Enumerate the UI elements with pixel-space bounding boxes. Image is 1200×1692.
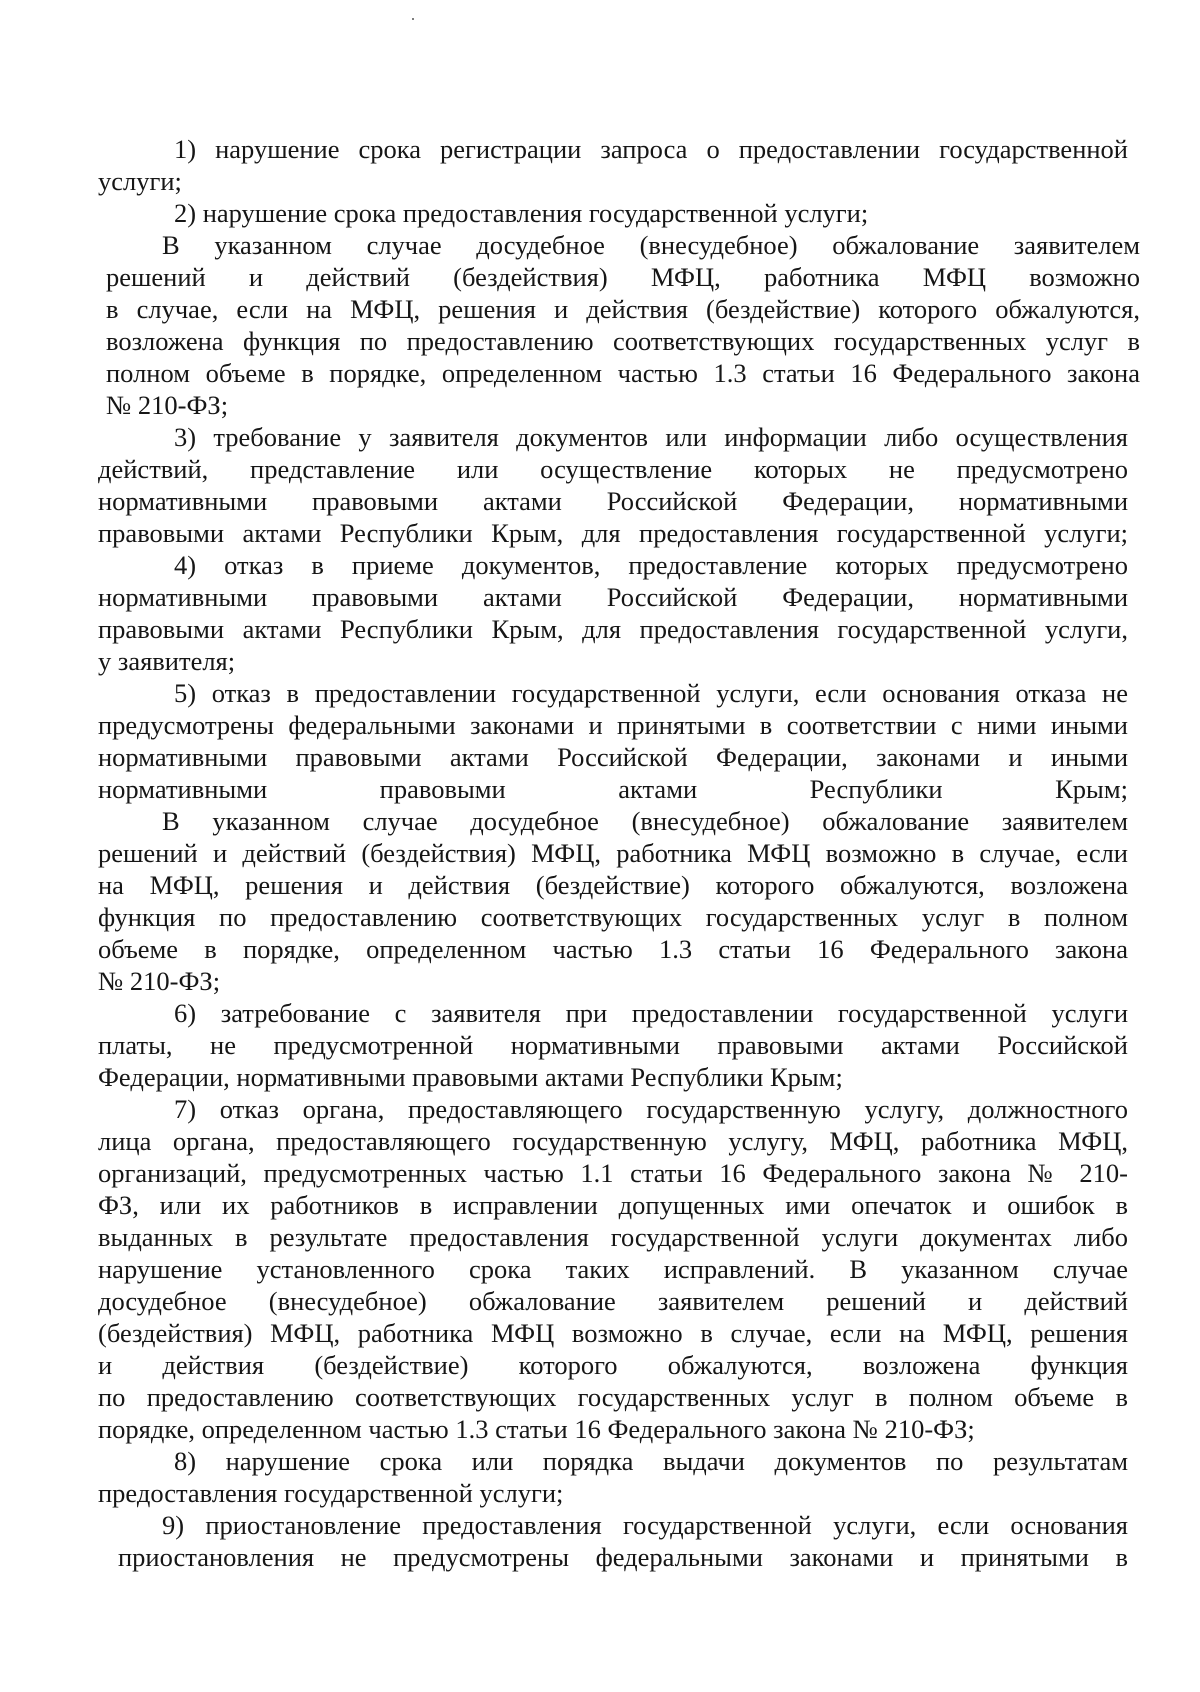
text-line: приостановления не предусмотрены федеральными законами и принятыми в <box>118 1542 1128 1572</box>
text-line: В указанном случае досудебное (внесудебное) обжалование заявителем <box>162 230 1140 260</box>
text-line: (бездействия) МФЦ, работника МФЦ возможно в случае, если на МФЦ, решения <box>98 1318 1128 1348</box>
text-line: в случае, если на МФЦ, решения и действия (бездействие) которого обжалуются, <box>106 294 1140 324</box>
text-line: 7) отказ органа, предоставляющего государственную услугу, должностного <box>174 1094 1128 1124</box>
text-line: В указанном случае досудебное (внесудебное) обжалование заявителем <box>162 806 1128 836</box>
text-line: № 210-ФЗ; <box>98 966 221 996</box>
text-line: нормативными правовыми актами Республики Крым; <box>98 774 1128 804</box>
text-line: на МФЦ, решения и действия (бездействие) которого обжалуются, возложена <box>98 870 1128 900</box>
text-line: 3) требование у заявителя документов или информации либо осуществления <box>174 422 1128 452</box>
text-line: нормативными правовыми актами Российской Федерации, нормативными <box>98 486 1128 516</box>
text-line: организаций, предусмотренных частью 1.1 статьи 16 Федерального закона № 210- <box>98 1158 1128 1188</box>
text-line: выданных в результате предоставления государственной услуги документах либо <box>98 1222 1128 1252</box>
text-line: функция по предоставлению соответствующих государственных услуг в полном <box>98 902 1128 932</box>
text-line: 1) нарушение срока регистрации запроса о предоставлении государственной <box>174 134 1128 164</box>
text-line: объеме в порядке, определенном частью 1.3 статьи 16 Федерального закона <box>98 934 1128 964</box>
text-line: № 210-ФЗ; <box>106 390 229 420</box>
text-line: Федерации, нормативными правовыми актами Республики Крым; <box>98 1062 843 1092</box>
text-line: 4) отказ в приеме документов, предоставление которых предусмотрено <box>174 550 1128 580</box>
text-line: 9) приостановление предоставления государственной услуги, если основания <box>162 1510 1128 1540</box>
text-line: правовыми актами Республики Крым, для предоставления государственной услуги; <box>98 518 1128 548</box>
text-line: ФЗ, или их работников в исправлении допущенных ими опечаток и ошибок в <box>98 1190 1128 1220</box>
text-line: нормативными правовыми актами Российской Федерации, нормативными <box>98 582 1128 612</box>
text-line: 2) нарушение срока предоставления государственной услуги; <box>174 198 869 228</box>
text-line: у заявителя; <box>98 646 236 676</box>
text-line: предоставления государственной услуги; <box>98 1478 564 1508</box>
text-line: правовыми актами Республики Крым, для предоставления государственной услуги, <box>98 614 1128 644</box>
text-line: платы, не предусмотренной нормативными правовыми актами Российской <box>98 1030 1128 1060</box>
text-line: предусмотрены федеральными законами и принятыми в соответствии с ними иными <box>98 710 1128 740</box>
text-line: возложена функция по предоставлению соответствующих государственных услуг в <box>106 326 1140 356</box>
text-line: порядке, определенном частью 1.3 статьи 16 Федерального закона № 210-ФЗ; <box>98 1414 975 1444</box>
text-line: и действия (бездействие) которого обжалуются, возложена функция <box>98 1350 1128 1380</box>
text-line: 6) затребование с заявителя при предоставлении государственной услуги <box>174 998 1128 1028</box>
text-line: действий, представление или осуществление которых не предусмотрено <box>98 454 1128 484</box>
text-line: услуги; <box>98 166 182 196</box>
text-line: нарушение установленного срока таких исправлений. В указанном случае <box>98 1254 1128 1284</box>
text-line: решений и действий (бездействия) МФЦ, работника МФЦ возможно <box>106 262 1140 292</box>
text-line: по предоставлению соответствующих государственных услуг в полном объеме в <box>98 1382 1128 1412</box>
text-line: досудебное (внесудебное) обжалование заявителем решений и действий <box>98 1286 1128 1316</box>
text-line: 8) нарушение срока или порядка выдачи документов по результатам <box>174 1446 1128 1476</box>
page-marker-dot <box>412 18 414 20</box>
text-line: нормативными правовыми актами Российской Федерации, законами и иными <box>98 742 1128 772</box>
text-line: лица органа, предоставляющего государственную услугу, МФЦ, работника МФЦ, <box>98 1126 1128 1156</box>
text-line: 5) отказ в предоставлении государственной услуги, если основания отказа не <box>174 678 1128 708</box>
text-line: полном объеме в порядке, определенном частью 1.3 статьи 16 Федерального закона <box>106 358 1140 388</box>
text-line: решений и действий (бездействия) МФЦ, работника МФЦ возможно в случае, если <box>98 838 1128 868</box>
